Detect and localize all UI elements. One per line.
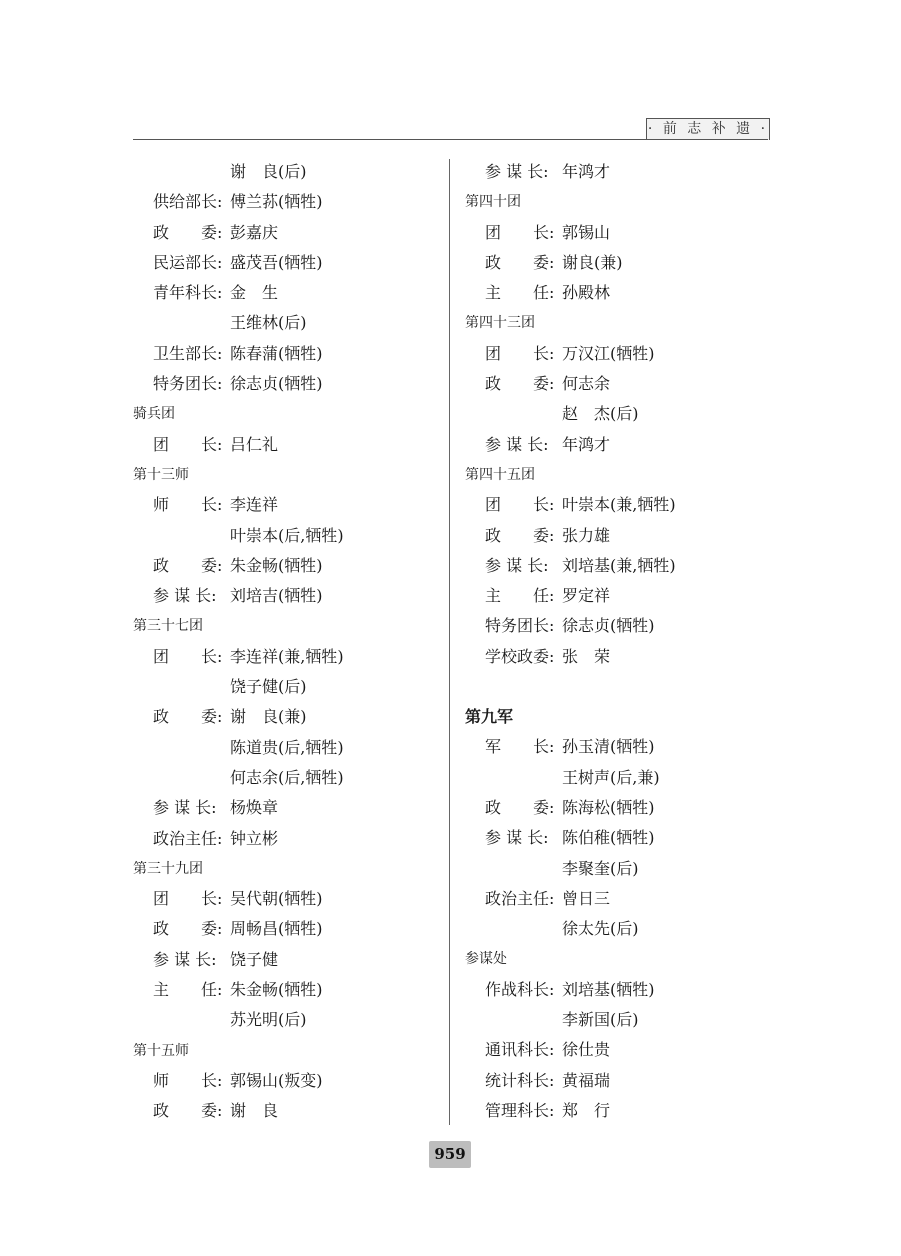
list-item — [133, 339, 443, 369]
person-name: 傅兰荪(牺牲) — [230, 192, 323, 212]
position-label: 政 委: — [485, 374, 555, 394]
position-label: 作战科长: — [485, 979, 555, 999]
position-label: 政 委: — [485, 525, 555, 545]
list-item — [465, 521, 765, 551]
person-name: 李新国(后) — [562, 1010, 639, 1030]
person-name: 谢良(兼) — [562, 252, 623, 272]
person-name: 叶崇本(兼,牺牲) — [562, 495, 676, 515]
list-item — [465, 1066, 765, 1096]
position-label: 政 委: — [485, 797, 555, 817]
list-item — [465, 490, 765, 520]
person-name: 年鸿才 — [562, 434, 611, 454]
person-name: 徐志贞(牺牲) — [230, 374, 323, 394]
list-item — [465, 157, 765, 187]
person-name: 饶子健(后) — [230, 677, 307, 697]
list-item — [465, 1096, 765, 1126]
person-name: 赵 杰(后) — [562, 404, 639, 424]
person-name: 吕仁礼 — [230, 434, 279, 454]
list-item — [465, 551, 765, 581]
position-label: 主 任: — [485, 283, 555, 303]
list-item — [133, 763, 443, 793]
position-label: 政 委: — [153, 555, 223, 575]
position-label: 通讯科长: — [485, 1040, 555, 1060]
person-name: 钟立彬 — [230, 828, 279, 848]
person-name: 孙殿林 — [562, 283, 611, 303]
list-item — [133, 793, 443, 823]
list-item — [465, 854, 765, 884]
person-name: 周畅昌(牺牲) — [230, 919, 323, 939]
person-name: 罗定祥 — [562, 586, 611, 606]
person-name: 谢 良(兼) — [230, 707, 307, 727]
person-name: 曾日三 — [562, 888, 611, 908]
person-name: 刘培基(兼,牺牲) — [562, 555, 676, 575]
column-divider — [449, 159, 450, 1125]
section-title: 第三十七团 — [133, 618, 203, 635]
person-name: 杨焕章 — [230, 798, 279, 818]
list-item — [133, 702, 443, 732]
position-label: 参 谋 长: — [153, 798, 217, 818]
list-item — [465, 793, 765, 823]
list-item — [465, 278, 765, 308]
section-title: 第三十九团 — [133, 860, 203, 877]
position-label: 军 长: — [485, 737, 555, 757]
position-label: 参 谋 长: — [485, 434, 549, 454]
position-label: 团 长: — [153, 434, 223, 454]
position-label: 青年科长: — [153, 283, 223, 303]
left-column — [133, 157, 443, 1127]
section-heading — [133, 854, 443, 884]
person-name: 王维林(后) — [230, 313, 307, 333]
section-title: 骑兵团 — [133, 406, 175, 423]
person-name: 孙玉清(牺牲) — [562, 737, 655, 757]
list-item — [133, 1066, 443, 1096]
list-item — [465, 642, 765, 672]
list-item — [133, 521, 443, 551]
person-name: 谢 良 — [230, 1101, 279, 1121]
person-name: 陈道贵(后,牺牲) — [230, 737, 344, 757]
list-item — [133, 187, 443, 217]
person-name: 张 荣 — [562, 646, 611, 666]
unit-heading — [465, 702, 765, 732]
list-item — [133, 218, 443, 248]
person-name: 万汉江(牺牲) — [562, 343, 655, 363]
list-item — [133, 551, 443, 581]
position-label: 政 委: — [153, 919, 223, 939]
list-item — [465, 914, 765, 944]
list-item — [133, 642, 443, 672]
list-item — [133, 157, 443, 187]
position-label: 政 委: — [153, 222, 223, 242]
list-item — [133, 945, 443, 975]
list-item — [465, 732, 765, 762]
list-item — [465, 430, 765, 460]
list-item — [465, 611, 765, 641]
list-item — [465, 581, 765, 611]
list-item — [465, 1035, 765, 1065]
position-label: 政治主任: — [153, 828, 223, 848]
section-title: 第十五师 — [133, 1042, 189, 1059]
section-heading — [465, 187, 765, 217]
person-name: 叶崇本(后,牺牲) — [230, 525, 344, 545]
section-heading — [465, 944, 765, 974]
person-name: 饶子健 — [230, 949, 279, 969]
list-item — [133, 672, 443, 702]
right-column — [465, 157, 765, 1126]
list-item — [133, 308, 443, 338]
section-heading — [133, 460, 443, 490]
person-name: 徐太先(后) — [562, 919, 639, 939]
list-item — [133, 430, 443, 460]
position-label: 团 长: — [153, 889, 223, 909]
list-item — [133, 733, 443, 763]
position-label: 政 委: — [153, 707, 223, 727]
section-heading — [465, 460, 765, 490]
section-heading — [133, 399, 443, 429]
list-item — [465, 369, 765, 399]
section-title: 第四十三团 — [465, 315, 535, 332]
list-item — [133, 824, 443, 854]
list-item — [465, 975, 765, 1005]
person-name: 谢 良(后) — [230, 162, 307, 181]
person-name: 陈伯稚(牺牲) — [562, 828, 655, 848]
header-rule — [133, 139, 768, 140]
person-name: 刘培吉(牺牲) — [230, 586, 323, 606]
position-label: 团 长: — [485, 495, 555, 515]
position-label: 参 谋 长: — [153, 586, 217, 606]
position-label: 民运部长: — [153, 252, 223, 272]
section-heading — [133, 611, 443, 641]
list-item — [465, 339, 765, 369]
list-item — [133, 1096, 443, 1126]
person-name: 张力雄 — [562, 525, 611, 545]
person-name: 苏光明(后) — [230, 1010, 307, 1030]
position-label: 师 长: — [153, 1070, 223, 1090]
person-name: 何志余 — [562, 374, 611, 394]
position-label: 政 委: — [485, 252, 555, 272]
list-item — [465, 248, 765, 278]
list-item — [465, 218, 765, 248]
list-item — [133, 914, 443, 944]
position-label: 师 长: — [153, 495, 223, 515]
section-title: 参谋处 — [465, 951, 507, 968]
position-label: 团 长: — [485, 343, 555, 363]
person-name: 王树声(后,兼) — [562, 767, 660, 787]
list-item — [465, 884, 765, 914]
person-name: 陈春蒲(牺牲) — [230, 343, 323, 363]
list-item — [133, 884, 443, 914]
position-label: 团 长: — [485, 222, 555, 242]
position-label: 参 谋 长: — [485, 828, 549, 848]
person-name: 朱金畅(牺牲) — [230, 555, 323, 575]
position-label: 政 委: — [153, 1101, 223, 1121]
position-label: 团 长: — [153, 646, 223, 666]
position-label: 学校政委: — [485, 646, 555, 666]
list-item — [465, 823, 765, 853]
list-item — [465, 763, 765, 793]
list-item — [133, 1005, 443, 1035]
person-name: 徐志贞(牺牲) — [562, 616, 655, 636]
person-name: 郑 行 — [562, 1100, 611, 1120]
person-name: 朱金畅(牺牲) — [230, 980, 323, 1000]
page-number: 959 — [429, 1141, 471, 1168]
person-name: 徐仕贵 — [562, 1040, 611, 1060]
list-item — [465, 399, 765, 429]
person-name: 刘培基(牺牲) — [562, 979, 655, 999]
person-name: 彭嘉庆 — [230, 222, 279, 242]
list-item — [133, 278, 443, 308]
section-title: 第四十五团 — [465, 466, 535, 483]
person-name: 陈海松(牺牲) — [562, 797, 655, 817]
running-head: · 前 志 补 遗 · — [646, 118, 770, 140]
section-title: 第十三师 — [133, 466, 189, 483]
unit-title: 第九军 — [465, 707, 514, 727]
person-name: 郭锡山 — [562, 222, 611, 242]
position-label: 参 谋 长: — [153, 949, 217, 969]
position-label: 参 谋 长: — [485, 162, 549, 181]
position-label: 特务团长: — [485, 616, 555, 636]
person-name: 盛茂吾(牺牲) — [230, 252, 323, 272]
position-label: 参 谋 长: — [485, 555, 549, 575]
person-name: 李连祥 — [230, 495, 279, 515]
section-title: 第四十团 — [465, 194, 521, 211]
position-label: 统计科长: — [485, 1070, 555, 1090]
position-label: 主 任: — [485, 586, 555, 606]
person-name: 年鸿才 — [562, 162, 611, 181]
position-label: 特务团长: — [153, 374, 223, 394]
section-heading — [133, 1036, 443, 1066]
position-label: 政治主任: — [485, 888, 555, 908]
position-label: 供给部长: — [153, 192, 223, 212]
person-name: 何志余(后,牺牲) — [230, 767, 344, 787]
person-name: 李连祥(兼,牺牲) — [230, 646, 344, 666]
list-item — [465, 1005, 765, 1035]
section-heading — [465, 308, 765, 338]
person-name: 李聚奎(后) — [562, 858, 639, 878]
person-name: 金 生 — [230, 283, 279, 303]
position-label: 卫生部长: — [153, 343, 223, 363]
person-name: 郭锡山(叛变) — [230, 1070, 323, 1090]
list-item — [133, 975, 443, 1005]
list-item — [133, 581, 443, 611]
person-name: 吴代朝(牺牲) — [230, 889, 323, 909]
position-label: 管理科长: — [485, 1100, 555, 1120]
position-label: 主 任: — [153, 980, 223, 1000]
person-name: 黄福瑞 — [562, 1070, 611, 1090]
list-item — [133, 248, 443, 278]
list-item — [133, 369, 443, 399]
list-item — [133, 490, 443, 520]
